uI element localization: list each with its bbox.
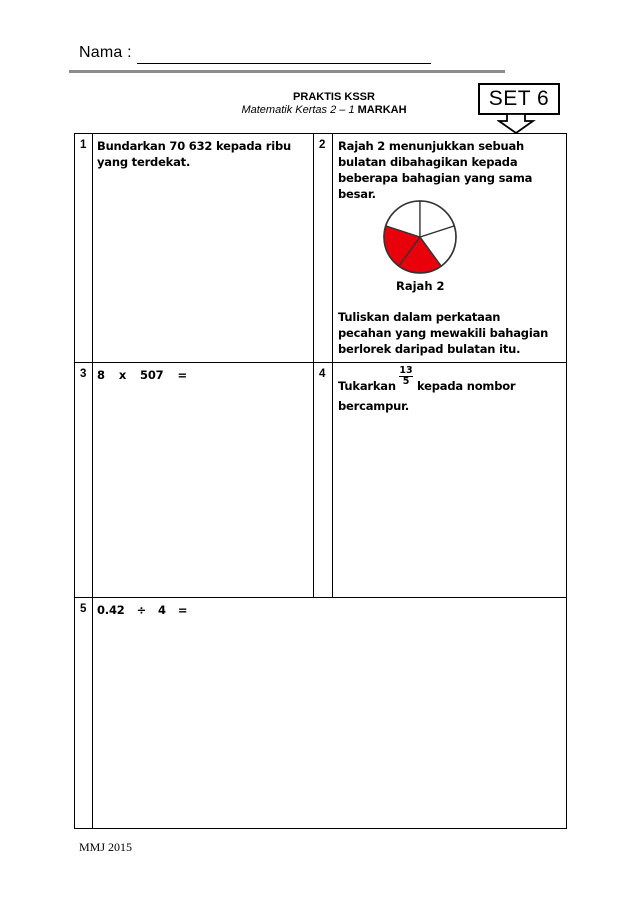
down-arrow-icon [497,113,543,135]
question-3-expression: 8 x 507 = [97,368,187,382]
question-number: 3 [80,368,87,380]
page-title: PRAKTIS KSSR [293,91,375,103]
question-4-text-before: Tukarkan [338,379,396,393]
header-divider [69,70,505,73]
figure-caption: Rajah 2 [396,279,445,293]
question-5-expression: 0.42 ÷ 4 = [97,603,188,617]
row-divider-2 [75,597,566,598]
set-badge: SET 6 [478,83,560,115]
question-1-text: Bundarkan 70 632 kepada ribu yang terdekat. [97,139,291,169]
number-column-divider [92,134,93,828]
right-number-column-divider [332,134,333,597]
question-2-text: Rajah 2 menunjukkan sebuah bulatan dibahagikan kepada beberapa bahagian yang sama besar. [338,139,533,201]
fraction-circle-diagram [382,199,458,275]
middle-column-divider [313,134,314,597]
question-table [74,133,567,829]
question-number: 5 [80,603,87,615]
footer-text: MMJ 2015 [79,840,133,854]
question-number: 4 [319,368,326,380]
question-number: 1 [80,139,87,151]
name-label: Nama : [79,44,132,61]
name-field-line[interactable] [137,63,431,64]
question-4-text-after: kepada nombor [417,379,516,393]
subtitle-bold: MARKAH [357,104,407,116]
question-number: 2 [319,139,326,151]
fraction: $\frac{13}{5}$ [399,365,413,387]
subtitle-italic: Matematik Kertas 2 – 1 [241,104,355,116]
question-2-instruction: Tuliskan dalam perkataan pecahan yang mewakili bahagian berlorek daripad bulatan itu. [338,310,549,356]
question-4-line-2: bercampur. [338,399,410,413]
row-divider-1 [75,362,566,363]
